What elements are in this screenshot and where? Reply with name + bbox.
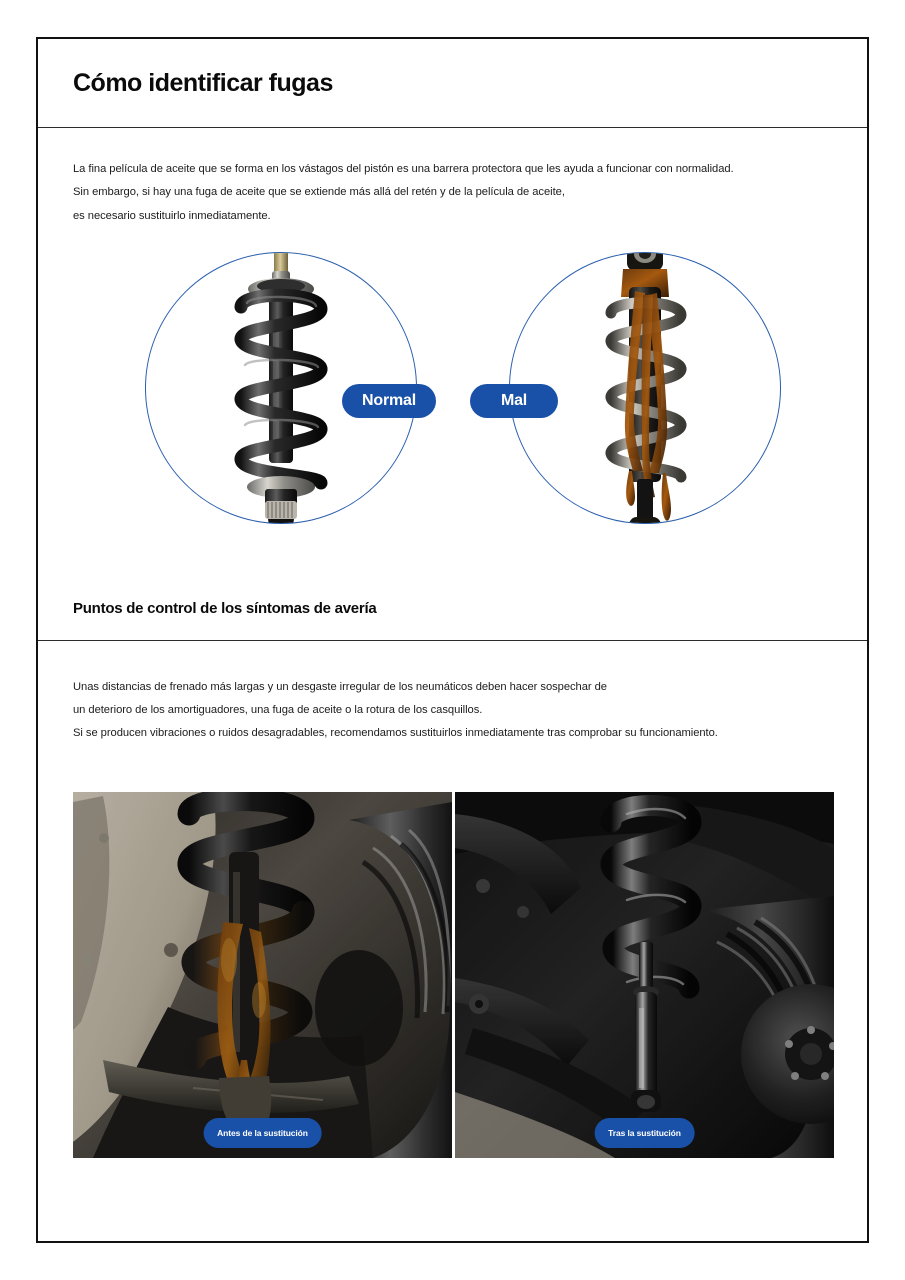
badge-bad: Mal (470, 384, 558, 418)
photo-before-replacement (73, 792, 452, 1158)
symptoms-line-2: un deterioro de los amortiguadores, una fuga de aceite o la rotura de los casquillos. (73, 704, 483, 717)
badge-after-replacement: Tras la sustitución (594, 1118, 695, 1148)
header (38, 39, 867, 128)
new-strut-photo (455, 792, 834, 1158)
symptoms-paragraph (73, 641, 832, 746)
symptoms-line-1: Unas distancias de frenado más largas y un desgaste irregular de los neumáticos deben hacer sospechar de (73, 680, 607, 693)
intro-line-3: es necesario sustituirlo inmediatamente. (73, 209, 271, 222)
intro-paragraph (73, 128, 832, 228)
intro-line-2: Sin embargo, si hay una fuga de aceite que se extiende más allá del retén y de la película de aceite, (73, 186, 565, 199)
intro-line-1: La fina película de aceite que se forma en los vástagos del pistón es una barrera protectora que les ayuda a funcionar con normalidad. (73, 163, 734, 175)
symptoms-heading: Puntos de control de los síntomas de avería (73, 599, 377, 617)
symptoms-section (38, 641, 867, 746)
content-card (36, 37, 869, 1243)
intro-section (38, 128, 867, 228)
before-after-photo-row (38, 792, 867, 1158)
symptoms-heading-band (38, 600, 867, 641)
worn-strut-photo (73, 792, 452, 1158)
comparison-row (38, 252, 867, 552)
badge-before-replacement: Antes de la sustitución (203, 1118, 322, 1148)
shock-absorber-leak-icon (585, 252, 705, 524)
photo-after-replacement (455, 792, 834, 1158)
shock-absorber-normal-icon (221, 252, 341, 524)
page-title: Cómo identificar fugas (73, 68, 333, 97)
symptoms-line-3: Si se producen vibraciones o ruidos desagradables, recomendamos sustituirlos inmediatamente tras comprobar su funcionamiento. (73, 727, 718, 740)
badge-normal: Normal (342, 384, 436, 418)
